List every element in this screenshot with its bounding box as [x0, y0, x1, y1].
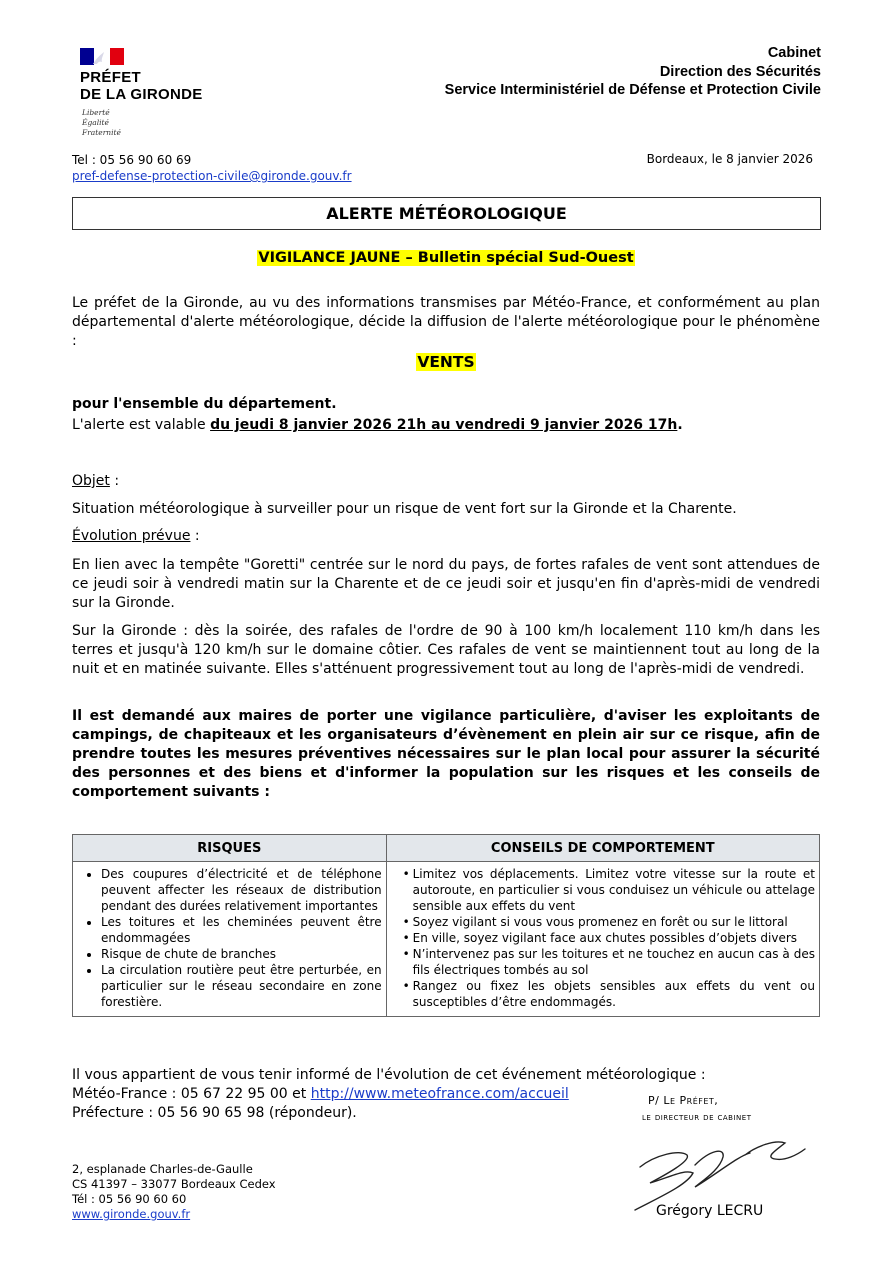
contact-block [72, 152, 352, 184]
risks-advice-table [72, 834, 820, 1017]
list-item: • Soyez vigilant si vous vous promenez en forêt ou sur le littoral [403, 914, 815, 930]
validity-text [72, 416, 820, 435]
evolution-paragraph-1: En lien avec la tempête "Goretti" centrée sur le nord du pays, de fortes rafales de vent sont attendues de ce jeudi soir à vendredi matin sur la Charente et de ce jeudi soir et jusqu'en fin d'après-midi de vendredi sur la Gironde. [72, 557, 820, 611]
motto-liberte: Liberté [82, 108, 110, 117]
footer-address [72, 1162, 276, 1222]
logo-line-2: DE LA GIRONDE [80, 86, 203, 103]
validity-suffix: . [677, 417, 683, 433]
information-block [72, 1066, 706, 1123]
handwritten-signature [625, 1125, 815, 1215]
validity-period: du jeudi 8 janvier 2026 21h au vendredi 9 janvier 2026 17h [210, 417, 678, 433]
prefet-logo-text [80, 69, 203, 103]
footer-website-link[interactable]: www.gironde.gouv.fr [72, 1207, 191, 1221]
evolution-label [72, 527, 820, 546]
risques-list [77, 866, 382, 1010]
signature-title: le directeur de cabinet [642, 1112, 752, 1123]
validity-prefix: L'alerte est valable [72, 417, 211, 433]
objet-heading: Objet [72, 473, 110, 489]
contact-phone: Tel : 05 56 90 60 69 [72, 153, 192, 167]
vigilance-level [0, 250, 892, 266]
header-service: Service Interministériel de Défense et Protection Civile [444, 82, 821, 98]
evolution-colon: : [190, 528, 200, 544]
marianne-flag-logo [80, 48, 124, 65]
header-risques: RISQUES [73, 835, 387, 862]
list-item: • Des coupures d’électricité et de téléphone peuvent affecter les réseaux de distribution pendant des durées relativement importantes [101, 866, 382, 914]
footer-phone: Tél : 05 56 90 60 60 [72, 1192, 187, 1206]
motto-fraternite: Fraternité [82, 128, 121, 137]
header-conseils: CONSEILS DE COMPORTEMENT [386, 835, 819, 862]
list-item: • Les toitures et les cheminées peuvent être endommagées [101, 914, 382, 946]
mayors-request: Il est demandé aux maires de porter une vigilance particulière, d'aviser les exploitants de campings, de chapiteaux et les organisateurs d’évènement en plein air sur ce risque, afin de prendre toutes les mesures préventives nécessaires sur le plan local pour assurer la sécurité des personnes et des biens et d'informer la population sur les risques et les conseils de comportement suivants : [72, 708, 820, 800]
objet-label [72, 472, 820, 491]
list-item: • Risque de chute de branches [101, 946, 382, 962]
objet-colon: : [109, 473, 120, 489]
contact-email-link[interactable]: pref-defense-protection-civile@gironde.gouv.fr [72, 169, 352, 183]
document-date: Bordeaux, le 8 janvier 2026 [646, 152, 813, 166]
risques-cell [73, 862, 387, 1017]
scope-text: pour l'ensemble du département. [72, 396, 337, 412]
phenomenon-highlight: VENTS [417, 353, 475, 371]
list-item: • N’intervenez pas sur les toitures et ne touchez en aucun cas à des fils électriques tombés au sol [403, 946, 815, 978]
info-prefecture: Préfecture : 05 56 90 65 98 (répondeur). [72, 1105, 357, 1121]
list-item: • Limitez vos déplacements. Limitez votre vitesse sur la route et autoroute, en particulier si vous conduisez un véhicule ou attelage sensible aux effets du vent [403, 866, 815, 914]
phenomenon [72, 353, 820, 372]
list-item: • Rangez ou fixez les objets sensibles aux effets du vent ou susceptibles d’être endommagés. [403, 978, 815, 1010]
info-meteo [72, 1085, 706, 1104]
info-intro: Il vous appartient de vous tenir informé de l'évolution de cet événement météorologique : [72, 1067, 706, 1083]
meteofrance-link[interactable]: http://www.meteofrance.com/accueil [310, 1086, 569, 1102]
list-item: • En ville, soyez vigilant face aux chutes possibles d’objets divers [403, 930, 815, 946]
intro-paragraph: Le préfet de la Gironde, au vu des informations transmises par Météo-France, et conformément au plan départemental d'alerte météorologique, décide la diffusion de l'alerte météorologique pour le phénomène : [72, 295, 820, 349]
conseils-list [391, 866, 815, 1010]
conseils-cell [386, 862, 819, 1017]
footer-city: CS 41397 – 33077 Bordeaux Cedex [72, 1177, 276, 1191]
signature-on-behalf: P/ Le Préfet, [648, 1094, 719, 1107]
document-title: ALERTE MÉTÉOROLOGIQUE [72, 197, 821, 230]
objet-text: Situation météorologique à surveiller pour un risque de vent fort sur la Gironde et la Charente. [72, 501, 737, 517]
list-item: • La circulation routière peut être perturbée, en particulier sur le réseau secondaire en zone forestière. [101, 962, 382, 1010]
vigilance-highlight: VIGILANCE JAUNE – Bulletin spécial Sud-Ouest [258, 250, 634, 266]
motto-egalite: Égalité [82, 118, 109, 127]
republic-motto [82, 108, 121, 138]
evolution-paragraph-2: Sur la Gironde : dès la soirée, des rafales de l'ordre de 90 à 100 km/h localement 110 km/h dans les terres et jusqu'à 120 km/h sur le domaine côtier. Ces rafales de vent se maintiennent tout au long de la nuit et en matinée suivante. Elles s'atténuent progressivement tout au long de l'après-midi de vendredi. [72, 623, 820, 677]
meteo-phone: Météo-France : 05 67 22 95 00 et [72, 1086, 311, 1102]
header-cabinet: Cabinet [767, 45, 821, 61]
logo-line-1: PRÉFET [80, 69, 141, 86]
issuing-service-header [445, 44, 821, 100]
evolution-heading: Évolution prévue [72, 528, 191, 544]
footer-street: 2, esplanade Charles-de-Gaulle [72, 1162, 253, 1176]
header-direction: Direction des Sécurités [659, 63, 821, 80]
signatory-name: Grégory LECRU [656, 1203, 764, 1219]
